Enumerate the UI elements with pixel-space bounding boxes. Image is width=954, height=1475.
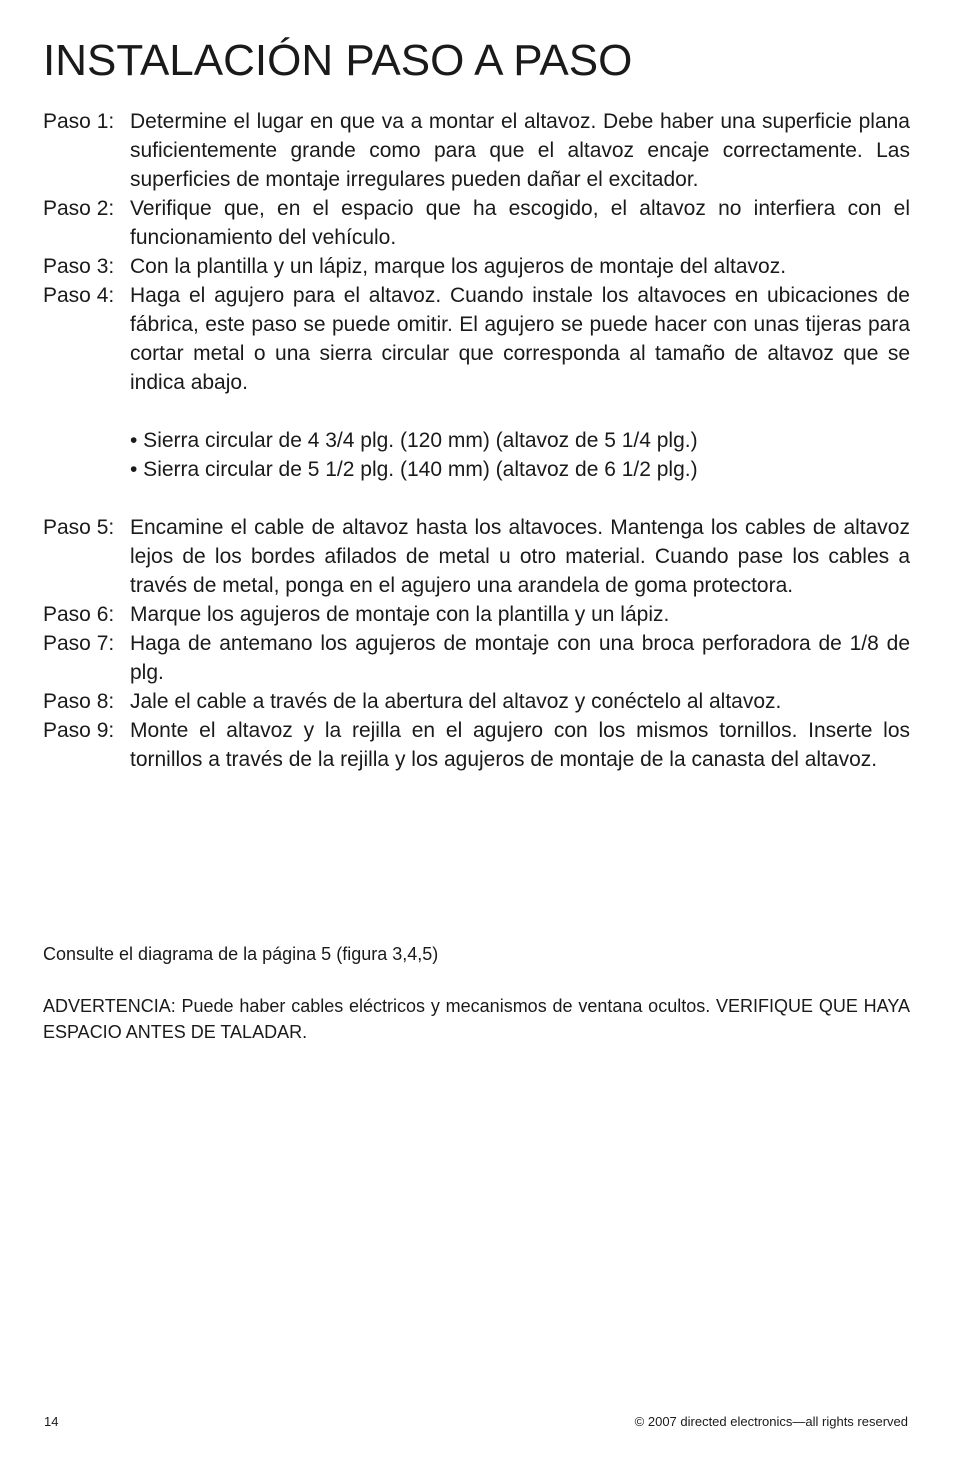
step-6	[43, 600, 910, 629]
step-4	[43, 281, 910, 513]
step-text: Encamine el cable de altavoz hasta los altavoces. Mantenga los cables de altavoz lejos de los bordes afilados de metal u otro material. Cuando pase los cables a través de metal, ponga en el agujero una arandela de goma protectora.	[130, 516, 910, 597]
step-text: Con la plantilla y un lápiz, marque los agujeros de montaje del altavoz.	[130, 255, 787, 278]
list-item: • Sierra circular de 4 3/4 plg. (120 mm) (altavoz de 5 1/4 plg.)	[130, 429, 698, 452]
step-label: Paso 1:	[43, 110, 115, 133]
step-label: Paso 4:	[43, 284, 115, 307]
step-label: Paso 9:	[43, 719, 115, 742]
step-9	[43, 716, 910, 774]
step-label: Paso 2:	[43, 197, 115, 220]
step-label: Paso 5:	[43, 516, 115, 539]
step-text: Determine el lugar en que va a montar el altavoz. Debe haber una superficie plana suficientemente grande como para que el altavoz encaje correctamente. Las superficies de montaje irregulares pueden dañar el excitador.	[130, 110, 910, 191]
step-1	[43, 107, 910, 194]
step-label: Paso 6:	[43, 603, 115, 626]
step-2	[43, 194, 910, 252]
step-5	[43, 513, 910, 600]
step-label: Paso 7:	[43, 632, 115, 655]
list-item: • Sierra circular de 5 1/2 plg. (140 mm) (altavoz de 6 1/2 plg.)	[130, 458, 698, 481]
step-text: Haga de antemano los agujeros de montaje con una broca perforadora de 1/8 de plg.	[130, 632, 910, 684]
step-text: Haga el agujero para el altavoz. Cuando instale los altavoces en ubicaciones de fábrica, este paso se puede omitir. El agujero se puede hacer con unas tijeras para cortar metal o una sierra circular que corresponda al tamaño de altavoz que se indica abajo.	[130, 284, 910, 394]
step-7	[43, 629, 910, 687]
warning-note: ADVERTENCIA: Puede haber cables eléctricos y mecanismos de ventana ocultos. VERIFIQUE QUE HAYA ESPACIO ANTES DE TALADAR.	[43, 996, 910, 1042]
step-3	[43, 252, 910, 281]
copyright-notice: © 2007 directed electronics—all rights reserved	[634, 1414, 908, 1429]
step-label: Paso 8:	[43, 690, 115, 713]
step-label: Paso 3:	[43, 255, 115, 278]
step-text: Jale el cable a través de la abertura del altavoz y conéctelo al altavoz.	[130, 690, 782, 713]
step-8	[43, 687, 910, 716]
page-number: 14	[44, 1414, 59, 1429]
steps-list	[43, 107, 910, 774]
step-text: Monte el altavoz y la rejilla en el agujero con los mismos tornillos. Inserte los tornillos a través de la rejilla y los agujeros de montaje de la canasta del altavoz.	[130, 719, 910, 771]
step-text: Marque los agujeros de montaje con la plantilla y un lápiz.	[130, 603, 670, 626]
diagram-reference-note: Consulte el diagrama de la página 5 (figura 3,4,5)	[43, 944, 439, 964]
page-title: INSTALACIÓN PASO A PASO	[43, 36, 633, 85]
step-text: Verifique que, en el espacio que ha escogido, el altavoz no interfiera con el funcionamiento del vehículo.	[130, 197, 910, 249]
saw-size-list	[130, 426, 910, 484]
